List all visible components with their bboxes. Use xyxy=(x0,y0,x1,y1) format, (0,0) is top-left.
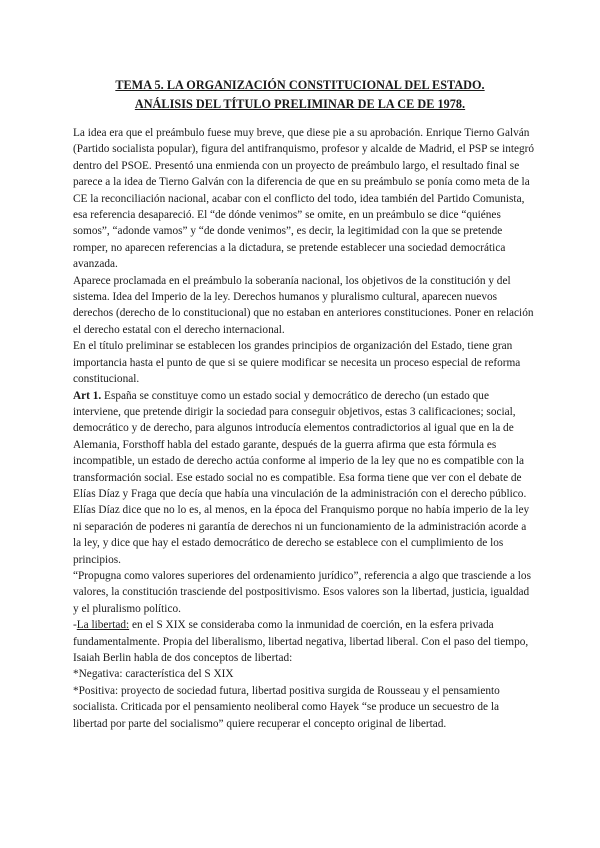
paragraph-titulo-preliminar: En el título preliminar se establecen los grandes principios de organización del Estado, tiene gran importancia hasta el punto de que si se quiere modificar se necesita un proceso especial de reforma constitucional. xyxy=(73,340,521,386)
title-line-2: ANÁLISIS DEL TÍTULO PRELIMINAR DE LA CE DE 1978. xyxy=(134,97,466,111)
paragraph-soberania: Aparece proclamada en el preámbulo la soberanía nacional, los objetivos de la constitución y del sistema. Idea del Imperio de la ley. Derechos humanos y pluralismo cultural, aparecen nuevos derechos (derecho de lo constitucional) que no estaban en anteriores constituciones. Poner en relación el derecho estatal con el derecho internacional. xyxy=(73,274,534,336)
paragraph-libertad xyxy=(73,617,535,666)
document-title xyxy=(60,76,540,114)
bullet-negativa: *Negativa: característica del S XIX xyxy=(73,668,234,681)
libertad-label: La libertad: xyxy=(76,619,130,632)
paragraph-art1 xyxy=(73,388,535,568)
paragraph-preambulo: La idea era que el preámbulo fuese muy breve, que diese pie a su aprobación. Enrique Tierno Galván (Partido socialista popular), figura del antifranquismo, profesor y alcalde de Madrid, el PSP se integró dentro del PSOE. Presentó una enmienda con un proyecto de preámbulo largo, el resultado final se parece a la idea de Tierno Galván con la diferencia de que en su preámbulo se ponía como meta de la CE la reconciliación nacional, acabar con el conflicto del todo, idea también del Partido Comunista, esa referencia desapareció. El “de dónde venimos” se omite, en un preámbulo se dice “quiénes somos”, “adonde vamos” y “de donde venimos”, es decir, la legitimidad con la que se pretende romper, no aparecen referencias a la dictadura, se pretende establecer una sociedad democrática avanzada. xyxy=(73,127,535,271)
paragraph-valores: “Propugna como valores superiores del ordenamiento jurídico”, referencia a algo que trasciende a los valores, la constitución trasciende del postpositivismo. Esos valores son la libertad, justicia, igualdad y el pluralismo político. xyxy=(73,569,531,615)
art1-label: Art 1. xyxy=(73,389,102,402)
title-line-1: TEMA 5. LA ORGANIZACIÓN CONSTITUCIONAL DEL ESTADO. xyxy=(115,78,485,92)
document-body xyxy=(73,125,535,732)
art1-text: España se constituye como un estado social y democrático de derecho (un estado que interviene, que pretende dirigir la sociedad para conseguir objetivos, estas 3 calificaciones; social, democrático y de derecho, para algunos introducía elementos contradictorios al igual que en la de Alemania, Forsthoff habla del estado garante, después de la guerra afirma que esta fórmula es incompatible, un estado de derecho actúa conforme al imperio de la ley que no es compatible con la transformación social. Ese estado social no es compatible. Esa forma tiene que ver con el debate de Elías Díaz y Fraga que decía que había una vinculación de la administración con el derecho público. Elías Díaz dice que no lo es, al menos, en la época del Franquismo porque no había imperio de la ley ni separación de poderes ni garantía de derechos ni un funcionamiento de la administración acorde a la ley, y dice que hay el estado democrático de derecho se establece con el cumplimiento de los principios. xyxy=(73,389,530,566)
libertad-prefix: - xyxy=(73,619,77,632)
libertad-text: en el S XIX se consideraba como la inmunidad de coerción, en la esfera privada fundamentalmente. Propia del liberalismo, libertad negativa, libertad liberal. Con el paso del tiempo, Isaiah Berlin habla de dos conceptos de libertad: xyxy=(73,619,529,664)
bullet-positiva: *Positiva: proyecto de sociedad futura, libertad positiva surgida de Rousseau y el pensamiento socialista. Criticada por el pensamiento neoliberal como Hayek “se produce un secuestro de la libertad por parte del socialismo” quiere recuperar el concepto original de libertad. xyxy=(73,684,500,730)
